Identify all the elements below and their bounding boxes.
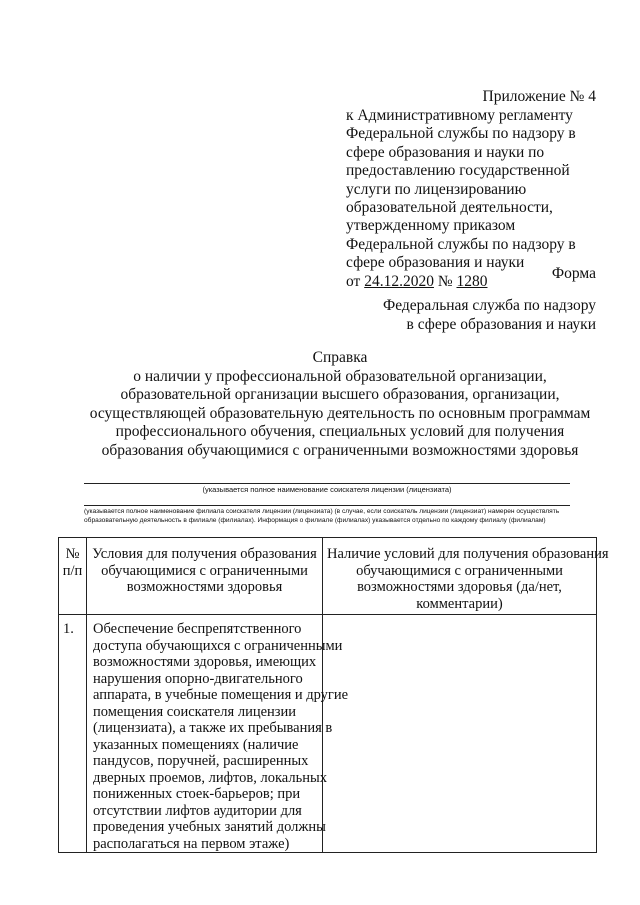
branch-caption-line: образовательную деятельность в филиале (филиалах). Информация о филиале (филиалах) указывается отдельно по каждому филиалу (филиалам)	[84, 517, 546, 524]
title-line: осуществляющей образовательную деятельность по основным программам	[89, 404, 591, 422]
row-condition	[87, 615, 349, 853]
appendix-line: утвержденному приказом	[346, 217, 516, 235]
title-line: образовательной организации высшего образования, организации,	[120, 386, 560, 403]
condition-line: пониженных стоек-барьеров; при	[93, 786, 301, 802]
title-line: о наличии у профессиональной образовательной организации,	[133, 367, 547, 385]
appendix-reference	[346, 107, 596, 291]
agency-line: Федеральная служба по надзору	[383, 297, 596, 314]
applicant-caption: (указывается полное наименование соискателя лицензии (лицензиата)	[202, 485, 452, 494]
condition-line: доступа обучающихся с ограниченными	[93, 637, 343, 654]
row-number: 1.	[59, 615, 87, 853]
branch-caption	[84, 507, 576, 525]
appendix-line: предоставлению государственной	[346, 162, 570, 180]
appendix-title: Приложение № 4	[482, 88, 596, 105]
agency-line: в сфере образования и науки	[406, 316, 596, 333]
agency-addressee	[300, 296, 596, 334]
order-date: 24.12.2020	[364, 272, 434, 290]
appendix-line: к Административному регламенту	[346, 107, 573, 124]
appendix-line: Федеральной службы по надзору в	[346, 125, 576, 143]
appendix-line: услуги по лицензированию	[346, 180, 527, 198]
header-number-line2: п/п	[62, 562, 83, 579]
condition-line: проведения учебных занятий должны	[93, 819, 326, 835]
header-conditions-line: возможностями здоровья	[126, 579, 283, 595]
condition-line: нарушения опорно-двигательного	[93, 670, 303, 687]
conditions-table	[58, 537, 609, 853]
order-prefix: от	[346, 272, 365, 290]
title-heading: Справка	[312, 349, 368, 366]
header-number	[59, 538, 87, 615]
order-number: 1280	[456, 272, 488, 290]
condition-line: указанных помещениях (наличие	[93, 736, 299, 753]
header-availability	[323, 538, 609, 615]
condition-line: отсутствии лифтов аудитории для	[93, 802, 302, 819]
header-availability-line: обучающимися с ограниченными	[356, 562, 563, 579]
condition-line: дверных проемов, лифтов, локальных	[93, 769, 327, 786]
order-number-prefix: №	[433, 272, 457, 290]
appendix-line: сфере образования и науки	[346, 254, 525, 272]
condition-line: аппарата, в учебные помещения и другие	[93, 687, 349, 703]
document-title	[60, 349, 620, 460]
condition-line: помещения соискателя лицензии	[93, 703, 297, 720]
condition-line: располагаться на первом этаже)	[93, 835, 290, 852]
row-availability[interactable]	[323, 615, 597, 853]
title-line: профессионального обучения, специальных условий для получения	[115, 423, 565, 440]
header-availability-line: возможностями здоровья (да/нет,	[357, 579, 562, 595]
form-label: Форма	[551, 265, 596, 282]
header-availability-line: комментарии)	[416, 595, 503, 612]
header-number-line1: №	[65, 546, 80, 562]
header-conditions	[87, 538, 323, 615]
branch-caption-line: (указывается полное наименование филиала соискателя лицензии (лицензиата) (в случае, если соискатель лицензии (лицензиат) намерен осуществлять	[84, 508, 560, 515]
appendix-line: образовательной деятельности,	[346, 199, 553, 217]
header-conditions-line: Условия для получения образования	[92, 546, 317, 562]
condition-line: возможностями здоровья, имеющих	[93, 654, 317, 670]
applicant-name-line[interactable]	[84, 483, 570, 484]
table-row	[59, 615, 597, 853]
header-conditions-line: обучающимися с ограниченными	[101, 562, 308, 579]
branch-name-line[interactable]	[84, 505, 570, 506]
condition-line: пандусов, поручней, расширенных	[93, 753, 309, 769]
condition-line: (лицензиата), а также их пребывания в	[93, 720, 333, 736]
title-line: образования обучающимися с ограниченными возможностями здоровья	[101, 441, 579, 459]
appendix-line: Федеральной службы по надзору в	[346, 235, 576, 253]
appendix-line: сфере образования и науки по	[346, 143, 545, 161]
table-header-row	[59, 538, 597, 615]
header-availability-line: Наличие условий для получения образования	[327, 546, 609, 562]
condition-line: Обеспечение беспрепятственного	[93, 621, 302, 637]
